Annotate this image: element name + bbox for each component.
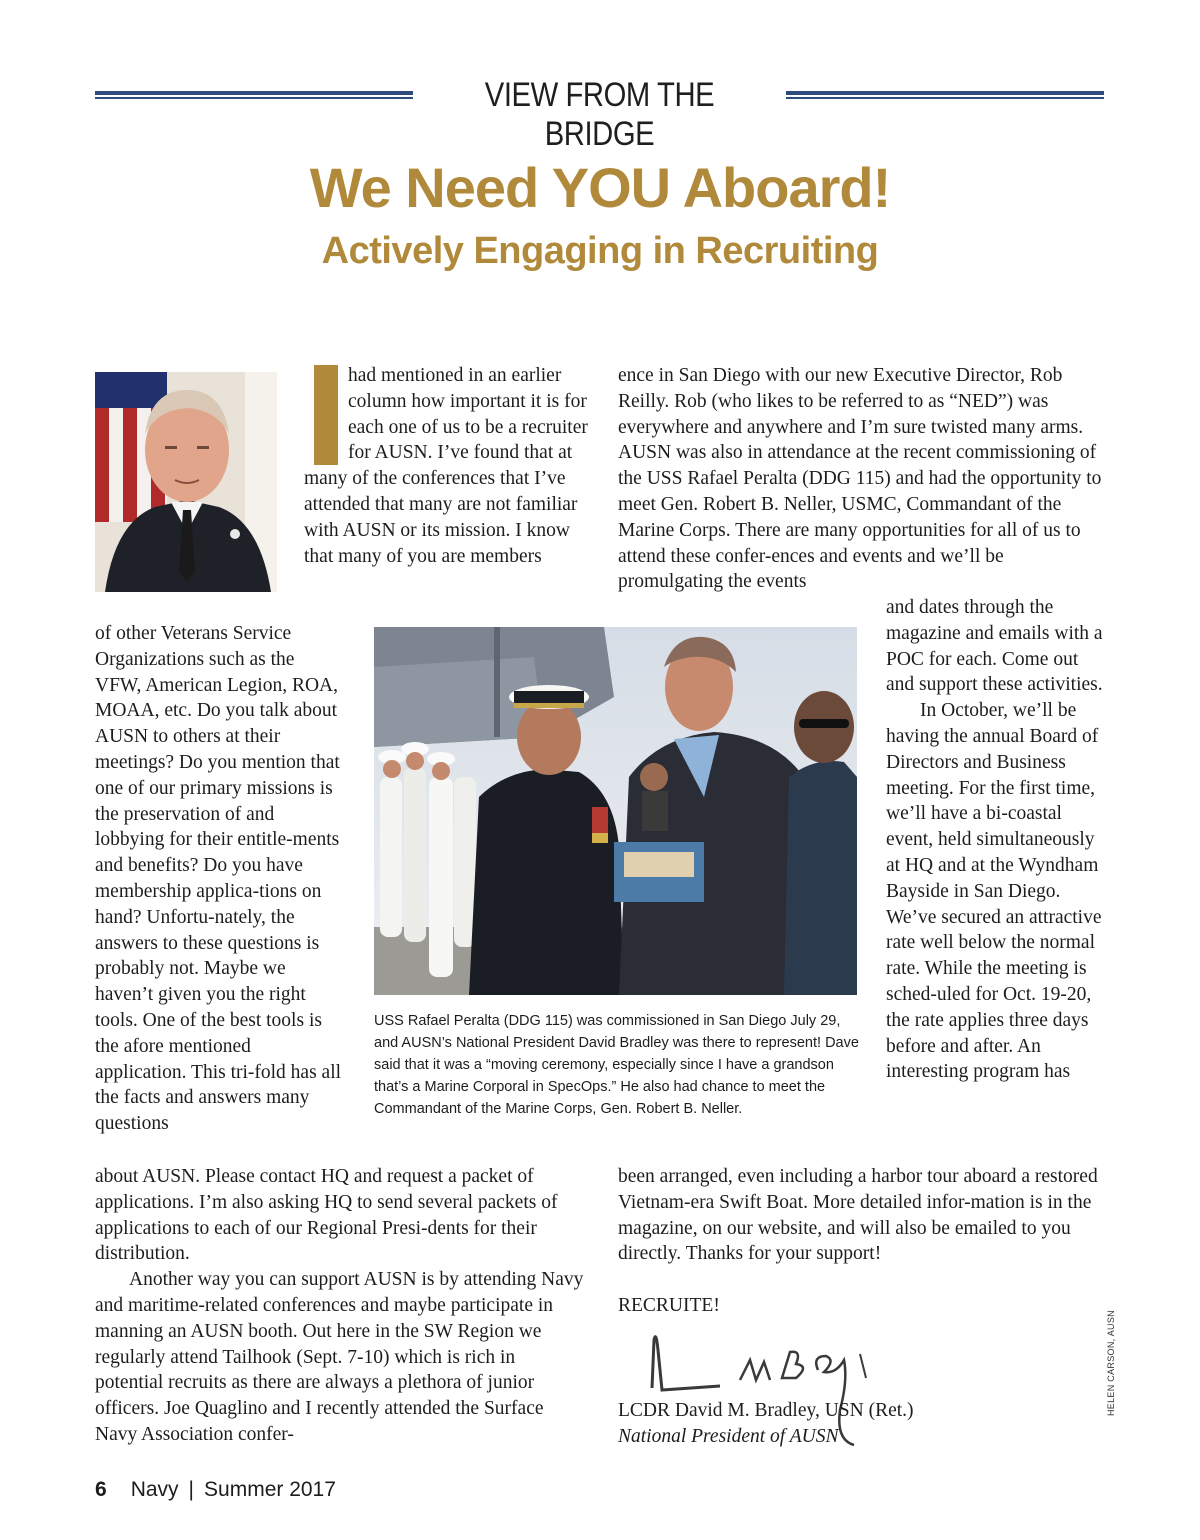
closing-line: RECRUITE! bbox=[618, 1295, 720, 1317]
photo-caption: USS Rafael Peralta (DDG 115) was commissioned in San Diego July 29, and AUSN’s National President David Bradley was there to represent! Dave said that it was a “moving ceremony, especially since I have a grandson that’s a Marine Corporal in SpecOps.” He also had chance to meet the Commandant of the Marine Corps, Gen. Robert B. Neller. bbox=[374, 1013, 859, 1117]
section-title: VIEW FROM THE BRIDGE bbox=[484, 76, 715, 153]
page-footer bbox=[95, 1478, 336, 1502]
article-intro bbox=[304, 363, 590, 569]
author-portrait bbox=[95, 372, 277, 592]
drop-cap-i bbox=[314, 365, 338, 465]
article-col1-bottom-p1: about AUSN. Please contact HQ and request a packet of applications. I’m also asking HQ to send several packets of applications to each of our Regional Presi-dents for their distribution. bbox=[95, 1166, 558, 1265]
issue-name: Summer 2017 bbox=[204, 1478, 336, 1501]
article-col2-bottom bbox=[618, 1164, 1108, 1319]
headline: We Need YOU Aboard! bbox=[309, 156, 891, 219]
article-intro-text: had mentioned in an earlier column how important it is for each one of us to be a recruiter for AUSN. I’ve found that at many of the conferences that I’ve attended that many are not familiar with AUSN or its mission. I know that many of you are members bbox=[304, 365, 588, 567]
header-rule-right bbox=[786, 91, 1104, 99]
commissioning-photo bbox=[374, 627, 857, 995]
magazine-name: Navy bbox=[130, 1478, 179, 1501]
signature-name: LCDR David M. Bradley, USN (Ret.) bbox=[618, 1400, 914, 1421]
signature-title: National President of AUSN bbox=[618, 1425, 839, 1447]
page-number: 6 bbox=[95, 1478, 107, 1501]
article-col1-bottom bbox=[95, 1164, 585, 1448]
article-col3-p2: In October, we’ll be having the annual Board of Directors and Business meeting. For the first time, we’ll have a bi-coastal event, held simultaneously at HQ and at the Wyndham Bayside in San Diego. We’ve secured an attractive rate well below the normal rate. While the meeting is sched-uled for Oct. 19-20, the rate applies three days before and after. An interesting program has bbox=[886, 700, 1102, 1083]
subheadline: Actively Engaging in Recruiting bbox=[321, 230, 879, 272]
article-col3-p1: and dates through the magazine and emails with a POC for each. Come out and support these activities. bbox=[886, 597, 1103, 696]
header-rule-left bbox=[95, 91, 413, 99]
article-col1-middle: of other Veterans Service Organizations such as the VFW, American Legion, ROA, MOAA, etc. Do you talk about AUSN to others at their meetings? Do you mention that one of our primary missions is the preservation of and lobbying for their entitle-ments and benefits? Do you have membership applica-tions on hand? Unfortu-nately, the answers to these questions is probably not. Maybe we haven’t given you the right tools. One of the best tools is the afore mentioned application. This tri-fold has all the facts and answers many questions bbox=[95, 623, 342, 1135]
photo-credit: HELEN CARSON, AUSN bbox=[1106, 1310, 1116, 1416]
article-col1-bottom-p2: Another way you can support AUSN is by attending Navy and maritime-related conferences and maybe participate in manning an AUSN booth. Out here in the SW Region we regularly attend Tailhook (Sept. 7-10) which is rich in potential recruits as there are always a plethora of junior officers. Joe Quaglino and I recently attended the Surface Navy Association confer- bbox=[95, 1269, 584, 1445]
footer-separator: | bbox=[188, 1478, 195, 1501]
signature-block bbox=[618, 1398, 1038, 1450]
article-col2-top: ence in San Diego with our new Executive Director, Rob Reilly. Rob (who likes to be referred to as “NED”) was everywhere and anywhere and I’m sure twisted many arms. AUSN was also in attendance at the recent commissioning of the USS Rafael Peralta (DDG 115) and had the opportunity to meet Gen. Robert B. Neller, USMC, Commandant of the Marine Corps. There are many opportunities for all of us to attend these confer-ences and events and we’ll be promulgating the events bbox=[618, 365, 1102, 593]
article-col3 bbox=[886, 595, 1108, 1085]
article-col2-bottom-text: been arranged, even including a harbor tour aboard a restored Vietnam-era Swift Boat. More detailed infor-mation is in the magazine, on our website, and will also be emailed to you directly. Thanks for your support! bbox=[618, 1166, 1098, 1265]
